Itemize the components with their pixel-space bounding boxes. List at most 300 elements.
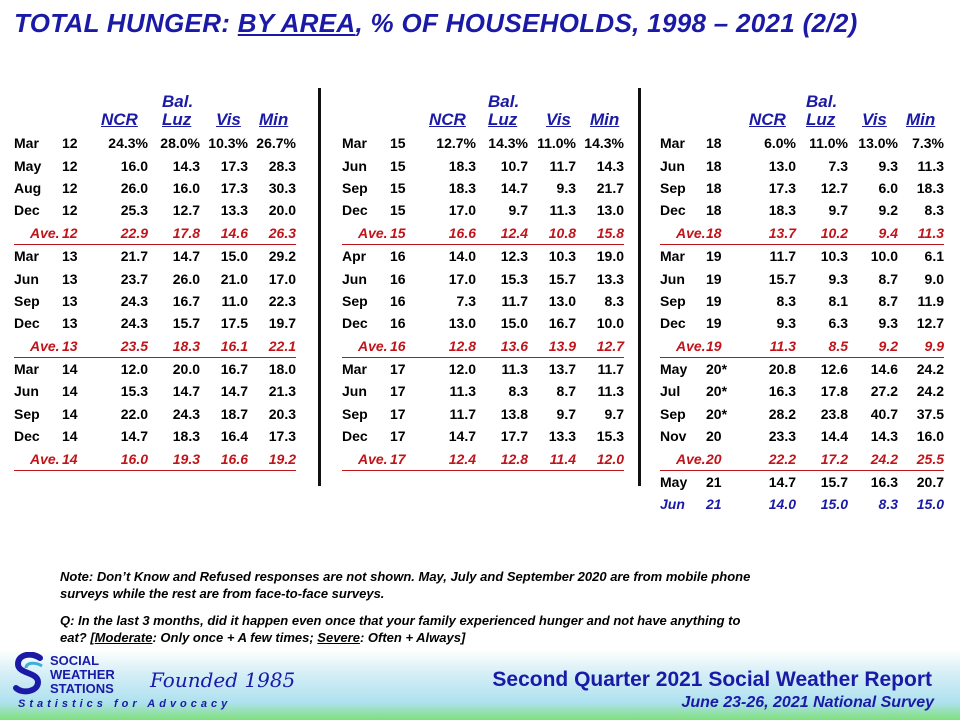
data-table (14, 132, 296, 471)
data-table (660, 132, 944, 516)
table-column-1 (14, 90, 314, 471)
table-row (14, 267, 296, 289)
ncr-cell: 18.3 (448, 179, 476, 196)
ncr-cell: 13.0 (768, 157, 796, 174)
title-by-area: BY AREA (237, 8, 356, 38)
header-bal: Bal. (806, 92, 838, 111)
month-cell: Sep (14, 405, 40, 422)
table-row (660, 132, 944, 154)
luz-cell: 19.3 (148, 447, 200, 470)
table-row (14, 290, 296, 312)
ncr-cell: 16.0 (96, 447, 148, 470)
month-cell: May (660, 474, 688, 491)
ncr-cell: 12.8 (424, 335, 476, 358)
month-cell: Mar (342, 361, 367, 378)
table-row (660, 425, 944, 447)
luz-cell: 11.3 (501, 361, 528, 378)
vis-cell: 13.0 (548, 292, 576, 309)
vis-cell: 24.2 (848, 447, 898, 470)
vis-cell: 9.7 (556, 405, 576, 422)
table-row (342, 177, 624, 199)
ncr-cell: 11.3 (744, 335, 796, 358)
table-row (14, 132, 296, 154)
luz-cell: 24.3 (172, 405, 200, 422)
month-cell: Sep (660, 179, 686, 196)
month-cell: Jun (660, 496, 685, 513)
luz-cell: 10.3 (820, 248, 848, 265)
table-column-2 (342, 90, 642, 471)
vis-cell: 6.0 (878, 179, 898, 196)
vis-cell: 11.0% (537, 135, 576, 152)
table-column-3 (660, 90, 950, 516)
vis-cell: 10.3 (548, 248, 576, 265)
vis-cell: 13.9 (528, 335, 576, 358)
min-cell: 12.7 (576, 335, 624, 358)
table-row (660, 154, 944, 176)
ncr-cell: 17.0 (448, 270, 476, 287)
min-cell: 17.0 (268, 270, 296, 287)
column-divider (318, 88, 321, 486)
month-cell: Sep (660, 292, 686, 309)
month-cell: Dec (342, 315, 368, 332)
note-text (60, 568, 750, 602)
table-row (14, 357, 296, 380)
year-cell: 12 (62, 179, 78, 196)
min-cell: 12.0 (576, 447, 624, 470)
table-row (342, 380, 624, 402)
ncr-cell: 22.0 (120, 405, 148, 422)
table-row (14, 403, 296, 425)
table-row (14, 244, 296, 267)
vis-cell: 17.5 (220, 315, 248, 332)
min-cell: 14.3 (596, 157, 624, 174)
ncr-cell: 22.2 (744, 447, 796, 470)
luz-cell: 17.8 (148, 222, 200, 245)
luz-cell: 14.7 (500, 179, 528, 196)
ncr-cell: 20.8 (768, 361, 796, 378)
ncr-cell: 11.7 (449, 405, 476, 422)
vis-cell: 10.3% (208, 135, 248, 152)
ncr-cell: 17.0 (448, 202, 476, 219)
logo-line-1: SOCIAL (50, 653, 100, 668)
month-cell: Sep (14, 292, 40, 309)
ncr-cell: 21.7 (120, 248, 148, 265)
year-cell: 20* (706, 361, 728, 378)
year-cell: 16 (390, 248, 406, 265)
average-row (660, 335, 944, 358)
luz-cell: 23.8 (820, 405, 848, 422)
column-header (14, 90, 314, 132)
year-cell: 18 (706, 179, 722, 196)
month-cell: Mar (14, 135, 39, 152)
month-cell: Ave. (342, 447, 390, 470)
min-cell: 37.5 (916, 405, 944, 422)
min-cell: 21.3 (268, 383, 296, 400)
luz-cell: 11.7 (501, 292, 528, 309)
luz-cell: 10.2 (796, 222, 848, 245)
luz-cell: 12.6 (820, 361, 848, 378)
ncr-cell: 28.2 (768, 405, 796, 422)
year-cell: 18 (706, 202, 722, 219)
year-cell: 12 (62, 135, 78, 152)
month-cell: Mar (14, 361, 39, 378)
luz-cell: 9.7 (828, 202, 848, 219)
month-cell: Jul (660, 383, 681, 400)
ncr-cell: 14.0 (768, 496, 796, 513)
ncr-cell: 23.5 (96, 335, 148, 358)
month-cell: Dec (342, 428, 368, 445)
vis-cell: 13.3 (548, 428, 576, 445)
table-row (660, 244, 944, 267)
month-cell: Dec (660, 315, 686, 332)
luz-cell: 14.4 (820, 428, 848, 445)
luz-cell: 15.0 (820, 496, 848, 513)
year-cell: 18 (706, 135, 722, 152)
ncr-cell: 13.0 (448, 315, 476, 332)
vis-cell: 18.7 (220, 405, 248, 422)
month-cell: Ave. (660, 447, 706, 470)
ncr-cell: 22.9 (96, 222, 148, 245)
min-cell: 11.9 (917, 292, 944, 309)
min-cell: 8.3 (924, 202, 944, 219)
vis-cell: 11.7 (549, 157, 576, 174)
ncr-cell: 15.3 (120, 383, 148, 400)
year-cell: 18 (706, 222, 744, 245)
header-min: Min (259, 110, 289, 129)
min-cell: 20.7 (916, 474, 944, 491)
luz-cell: 12.4 (476, 222, 528, 245)
min-cell: 9.0 (924, 270, 944, 287)
average-row (14, 447, 296, 470)
vis-cell: 17.3 (220, 157, 248, 174)
vis-cell: 40.7 (870, 405, 898, 422)
average-row (342, 335, 624, 358)
year-cell: 19 (706, 292, 722, 309)
year-cell: 17 (390, 428, 406, 445)
column-header (342, 90, 642, 132)
year-cell: 15 (390, 202, 406, 219)
table-row (342, 425, 624, 447)
vis-cell: 9.2 (878, 202, 898, 219)
min-cell: 8.3 (604, 292, 624, 309)
table-row (14, 177, 296, 199)
vis-cell: 17.3 (220, 179, 248, 196)
ncr-cell: 24.3 (120, 292, 148, 309)
luz-cell: 9.3 (828, 270, 848, 287)
year-cell: 19 (706, 315, 722, 332)
year-cell: 21 (706, 474, 722, 491)
min-cell: 30.3 (268, 179, 296, 196)
year-cell: 14 (62, 383, 78, 400)
header-bal: Bal. (488, 92, 520, 111)
header-luz: Luz (806, 110, 836, 129)
min-cell: 22.3 (268, 292, 296, 309)
luz-cell: 14.7 (172, 383, 200, 400)
table-row (14, 425, 296, 447)
vis-cell: 9.4 (848, 222, 898, 245)
month-cell: Jun (660, 270, 685, 287)
luz-cell: 7.3 (828, 157, 848, 174)
year-cell: 17 (390, 361, 406, 378)
min-cell: 9.9 (898, 335, 944, 358)
vis-cell: 16.6 (200, 447, 248, 470)
vis-cell: 10.0 (870, 248, 898, 265)
luz-cell: 26.0 (172, 270, 200, 287)
year-cell: 15 (390, 179, 406, 196)
luz-cell: 17.8 (820, 383, 848, 400)
luz-cell: 18.3 (148, 335, 200, 358)
year-cell: 13 (62, 248, 78, 265)
min-cell: 11.3 (898, 222, 944, 245)
month-cell: Mar (342, 135, 367, 152)
table-row (660, 290, 944, 312)
ncr-cell: 12.4 (424, 447, 476, 470)
min-cell: 24.2 (916, 383, 944, 400)
min-cell: 7.3% (912, 135, 944, 152)
month-cell: Jun (342, 383, 367, 400)
luz-cell: 18.3 (172, 428, 200, 445)
luz-cell: 11.0% (809, 135, 848, 152)
year-cell: 17 (390, 383, 406, 400)
year-cell: 16 (390, 335, 424, 358)
vis-cell: 14.6 (870, 361, 898, 378)
month-cell: Jun (14, 383, 39, 400)
min-cell: 19.2 (248, 447, 296, 470)
year-cell: 14 (62, 447, 96, 470)
logo-tagline: Statistics for Advocacy (18, 698, 232, 710)
average-row (342, 222, 624, 245)
luz-cell: 14.3 (172, 157, 200, 174)
year-cell: 14 (62, 361, 78, 378)
ncr-cell: 25.3 (120, 202, 148, 219)
luz-cell: 9.7 (508, 202, 528, 219)
luz-cell: 13.8 (500, 405, 528, 422)
average-row (342, 447, 624, 470)
ncr-cell: 6.0% (764, 135, 796, 152)
luz-cell: 8.5 (796, 335, 848, 358)
luz-cell: 12.7 (820, 179, 848, 196)
month-cell: Jun (14, 270, 39, 287)
report-title: Second Quarter 2021 Social Weather Report (492, 668, 932, 691)
year-cell: 21 (706, 496, 722, 513)
average-row (660, 447, 944, 470)
table-row (342, 132, 624, 154)
month-cell: Dec (14, 428, 40, 445)
year-cell: 19 (706, 335, 744, 358)
table-row (14, 312, 296, 334)
year-cell: 20* (706, 383, 728, 400)
month-cell: Apr (342, 248, 367, 265)
min-cell: 19.0 (596, 248, 624, 265)
ncr-cell: 26.0 (120, 179, 148, 196)
luz-cell: 6.3 (828, 315, 848, 332)
min-cell: 15.0 (916, 496, 944, 513)
ncr-cell: 12.0 (448, 361, 476, 378)
luz-cell: 12.7 (172, 202, 200, 219)
month-cell: Ave. (342, 335, 390, 358)
year-cell: 13 (62, 270, 78, 287)
luz-cell: 15.0 (500, 315, 528, 332)
ncr-cell: 23.3 (768, 428, 796, 445)
table-row (14, 154, 296, 176)
header-ncr: NCR (429, 110, 466, 129)
luz-cell: 17.7 (500, 428, 528, 445)
header-ncr: NCR (101, 110, 138, 129)
month-cell: Sep (660, 405, 686, 422)
min-cell: 10.0 (596, 315, 624, 332)
sws-logo-text (50, 654, 115, 696)
min-cell: 18.0 (268, 361, 296, 378)
table-row (342, 267, 624, 289)
average-row (14, 222, 296, 245)
vis-cell: 16.3 (870, 474, 898, 491)
year-cell: 12 (62, 202, 78, 219)
month-cell: Ave. (660, 222, 706, 245)
year-cell: 20 (706, 428, 722, 445)
year-cell: 15 (390, 135, 406, 152)
ncr-cell: 12.0 (120, 361, 148, 378)
logo-line-2: WEATHER (50, 667, 115, 682)
min-cell: 11.7 (597, 361, 624, 378)
table-row (660, 380, 944, 402)
month-cell: Jun (342, 157, 367, 174)
min-cell: 20.0 (268, 202, 296, 219)
header-luz: Luz (162, 110, 192, 129)
vis-cell: 14.3 (870, 428, 898, 445)
min-cell: 26.7% (256, 135, 296, 152)
luz-cell: 16.0 (172, 179, 200, 196)
note-line-2: surveys while the rest are from face-to-face surveys. (60, 586, 385, 601)
year-cell: 20* (706, 405, 728, 422)
luz-cell: 12.8 (476, 447, 528, 470)
month-cell: Jun (660, 157, 685, 174)
year-cell: 17 (390, 405, 406, 422)
table-row (342, 199, 624, 221)
month-cell: Mar (14, 248, 39, 265)
vis-cell: 9.3 (556, 179, 576, 196)
header-vis: Vis (546, 110, 571, 129)
logo-line-3: STATIONS (50, 681, 114, 696)
month-cell: Ave. (342, 222, 390, 245)
ncr-cell: 14.7 (768, 474, 796, 491)
header-vis: Vis (216, 110, 241, 129)
ncr-cell: 15.7 (768, 270, 796, 287)
month-cell: Dec (14, 315, 40, 332)
ncr-cell: 16.6 (424, 222, 476, 245)
year-cell: 15 (390, 157, 406, 174)
ncr-cell: 11.3 (449, 383, 476, 400)
month-cell: Mar (660, 135, 685, 152)
title-part1: TOTAL HUNGER: (14, 8, 238, 38)
min-cell: 22.1 (248, 335, 296, 358)
min-cell: 6.1 (924, 248, 944, 265)
table-row (342, 403, 624, 425)
ncr-cell: 9.3 (776, 315, 796, 332)
ncr-cell: 14.0 (448, 248, 476, 265)
question-mid: : Only once + A few times; (152, 630, 318, 645)
table-row (342, 154, 624, 176)
luz-cell: 14.3% (488, 135, 528, 152)
vis-cell: 13.0% (858, 135, 898, 152)
question-line-2 (60, 629, 740, 646)
ncr-cell: 16.0 (120, 157, 148, 174)
luz-cell: 17.2 (796, 447, 848, 470)
month-cell: Sep (342, 292, 368, 309)
month-cell: Dec (342, 202, 368, 219)
header-luz: Luz (488, 110, 518, 129)
year-cell: 14 (62, 428, 78, 445)
column-header (660, 90, 950, 132)
header-bal: Bal. (162, 92, 194, 111)
luz-cell: 15.3 (500, 270, 528, 287)
luz-cell: 10.7 (500, 157, 528, 174)
table-row (14, 380, 296, 402)
min-cell: 25.5 (898, 447, 944, 470)
vis-cell: 8.7 (878, 292, 898, 309)
min-cell: 21.7 (596, 179, 624, 196)
vis-cell: 27.2 (870, 383, 898, 400)
month-cell: May (660, 361, 688, 378)
vis-cell: 13.7 (548, 361, 576, 378)
luz-cell: 28.0% (160, 135, 200, 152)
ncr-cell: 14.7 (120, 428, 148, 445)
ncr-cell: 13.7 (744, 222, 796, 245)
month-cell: Dec (660, 202, 686, 219)
year-cell: 16 (390, 270, 406, 287)
min-cell: 15.8 (576, 222, 624, 245)
min-cell: 12.7 (916, 315, 944, 332)
average-row (14, 335, 296, 358)
min-cell: 14.3% (584, 135, 624, 152)
column-divider (638, 88, 641, 486)
ncr-cell: 18.3 (448, 157, 476, 174)
ncr-cell: 8.3 (776, 292, 796, 309)
table-row (342, 357, 624, 380)
min-cell: 13.0 (596, 202, 624, 219)
vis-cell: 16.7 (548, 315, 576, 332)
table-row (342, 312, 624, 334)
year-cell: 16 (390, 292, 406, 309)
ncr-cell: 23.7 (120, 270, 148, 287)
table-row (660, 403, 944, 425)
year-cell: 13 (62, 315, 78, 332)
vis-cell: 15.0 (220, 248, 248, 265)
table-row (660, 312, 944, 334)
ncr-cell: 24.3% (108, 135, 148, 152)
month-cell: Sep (342, 405, 368, 422)
luz-cell: 8.3 (508, 383, 528, 400)
month-cell: May (14, 157, 42, 174)
ncr-cell: 14.7 (448, 428, 476, 445)
luz-cell: 14.7 (172, 248, 200, 265)
luz-cell: 13.6 (476, 335, 528, 358)
month-cell: Mar (660, 248, 685, 265)
vis-cell: 13.3 (220, 202, 248, 219)
luz-cell: 20.0 (172, 361, 200, 378)
year-cell: 14 (62, 405, 78, 422)
min-cell: 9.7 (604, 405, 624, 422)
average-row (660, 222, 944, 245)
vis-cell: 9.2 (848, 335, 898, 358)
luz-cell: 12.3 (500, 248, 528, 265)
table-row (342, 290, 624, 312)
luz-cell: 15.7 (172, 315, 200, 332)
min-cell: 11.3 (597, 383, 624, 400)
month-cell: Ave. (14, 447, 62, 470)
month-cell: Ave. (14, 335, 62, 358)
year-cell: 18 (706, 157, 722, 174)
year-cell: 12 (62, 157, 78, 174)
